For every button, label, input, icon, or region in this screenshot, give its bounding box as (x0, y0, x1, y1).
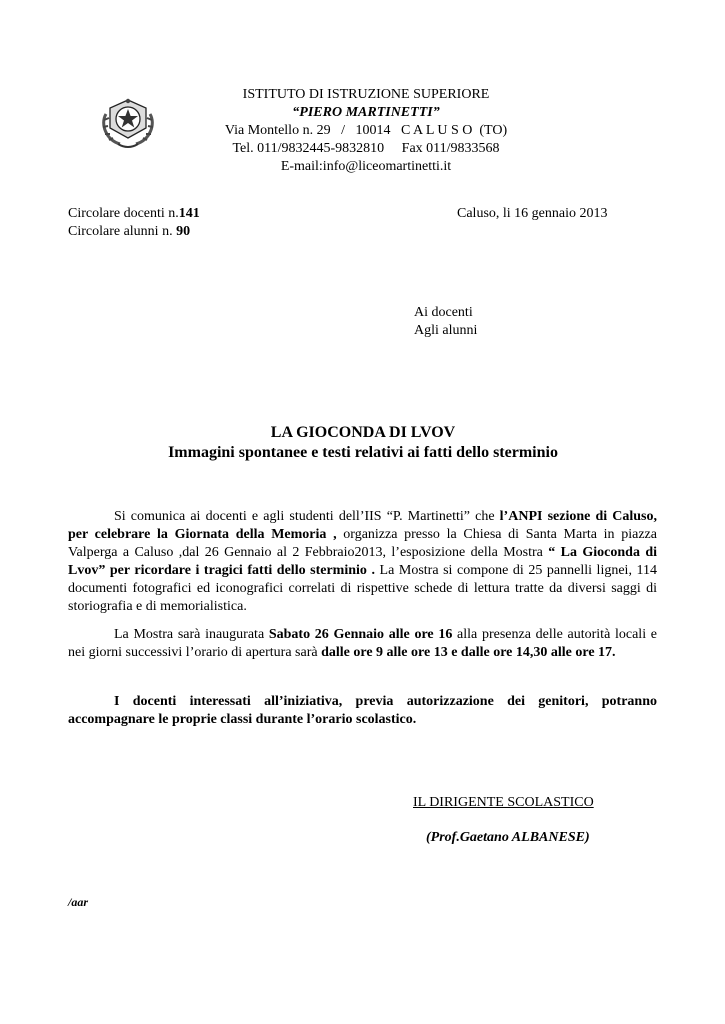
circular-alunni-label: Circolare alunni n. (68, 224, 177, 239)
circular-docenti (68, 205, 200, 223)
circular-alunni (68, 223, 200, 241)
circular-alunni-number: 90 (176, 224, 191, 239)
school-address: Via Montello n. 29 / 10014 C A L U S O (TO) (224, 123, 508, 138)
letterhead (180, 86, 552, 176)
title-subtitle: Immagini spontanee e testi relativi ai fatti dello sterminio (168, 444, 558, 461)
document-title (68, 423, 658, 463)
p2-seg-bold: Sabato 26 Gennaio alle ore 16 (268, 627, 453, 642)
circular-docenti-label: Circolare docenti n. (68, 206, 179, 221)
place-date: Caluso, li 16 gennaio 2013 (457, 206, 608, 221)
p1-seg-bold: “ La Gioconda di Lvov” per ricordare i tragici fatti dello sterminio . (68, 545, 657, 578)
institute-name: ISTITUTO DI ISTRUZIONE SUPERIORE (242, 87, 490, 102)
p1-seg: Si comunica ai docenti e agli studenti dell’IIS “P. Martinetti” che (114, 509, 500, 524)
signature-role: IL DIRIGENTE SCOLASTICO (413, 795, 594, 810)
school-phone-fax: Tel. 011/9832445-9832810 Fax 011/9833568 (232, 141, 500, 156)
p2-seg: alla presenza delle autorità locali e nei giorni successivi l’orario di apertura sarà (68, 627, 657, 660)
recipients (414, 304, 477, 340)
body-paragraph-2 (68, 626, 657, 662)
p1-seg: La Mostra si compone di 25 pannelli lignei, 114 documenti fotografici ed iconografici correlati di rispettive schede di lettura tratte da diversi saggi di storiografia e di memorialistica. (68, 563, 657, 614)
republic-emblem-icon (96, 94, 160, 150)
recipient-docenti: Ai docenti (414, 305, 473, 320)
circular-numbers (68, 205, 200, 241)
p1-seg: organizza presso la Chiesa di Santa Marta in piazza Valperga a Caluso ,dal 26 Gennaio al 2 Febbraio2013, l’esposizione della Mostra (68, 527, 657, 560)
p2-seg-bold: dalle ore 9 alle ore 13 e dalle ore 14,30 alle ore 17. (321, 645, 616, 660)
circular-docenti-number: 141 (178, 206, 200, 221)
title-main: LA GIOCONDA DI LVOV (270, 424, 456, 441)
footer-initials: /aar (68, 895, 89, 909)
school-email: E-mail:info@liceomartinetti.it (280, 159, 452, 174)
recipient-alunni: Agli alunni (414, 323, 478, 338)
body-paragraph-3: I docenti interessati all’iniziativa, previa autorizzazione dei genitori, potranno accompagnare le proprie classi durante l’orario scolastico. (68, 694, 657, 727)
signature-name: (Prof.Gaetano ALBANESE) (426, 830, 590, 845)
school-name: “PIERO MARTINETTI” (292, 105, 440, 120)
p2-seg: La Mostra sarà inaugurata (114, 627, 269, 642)
body-paragraph-1 (68, 508, 657, 616)
p1-seg-bold: l’ANPI sezione di Caluso, per celebrare la Giornata della Memoria , (68, 509, 657, 542)
